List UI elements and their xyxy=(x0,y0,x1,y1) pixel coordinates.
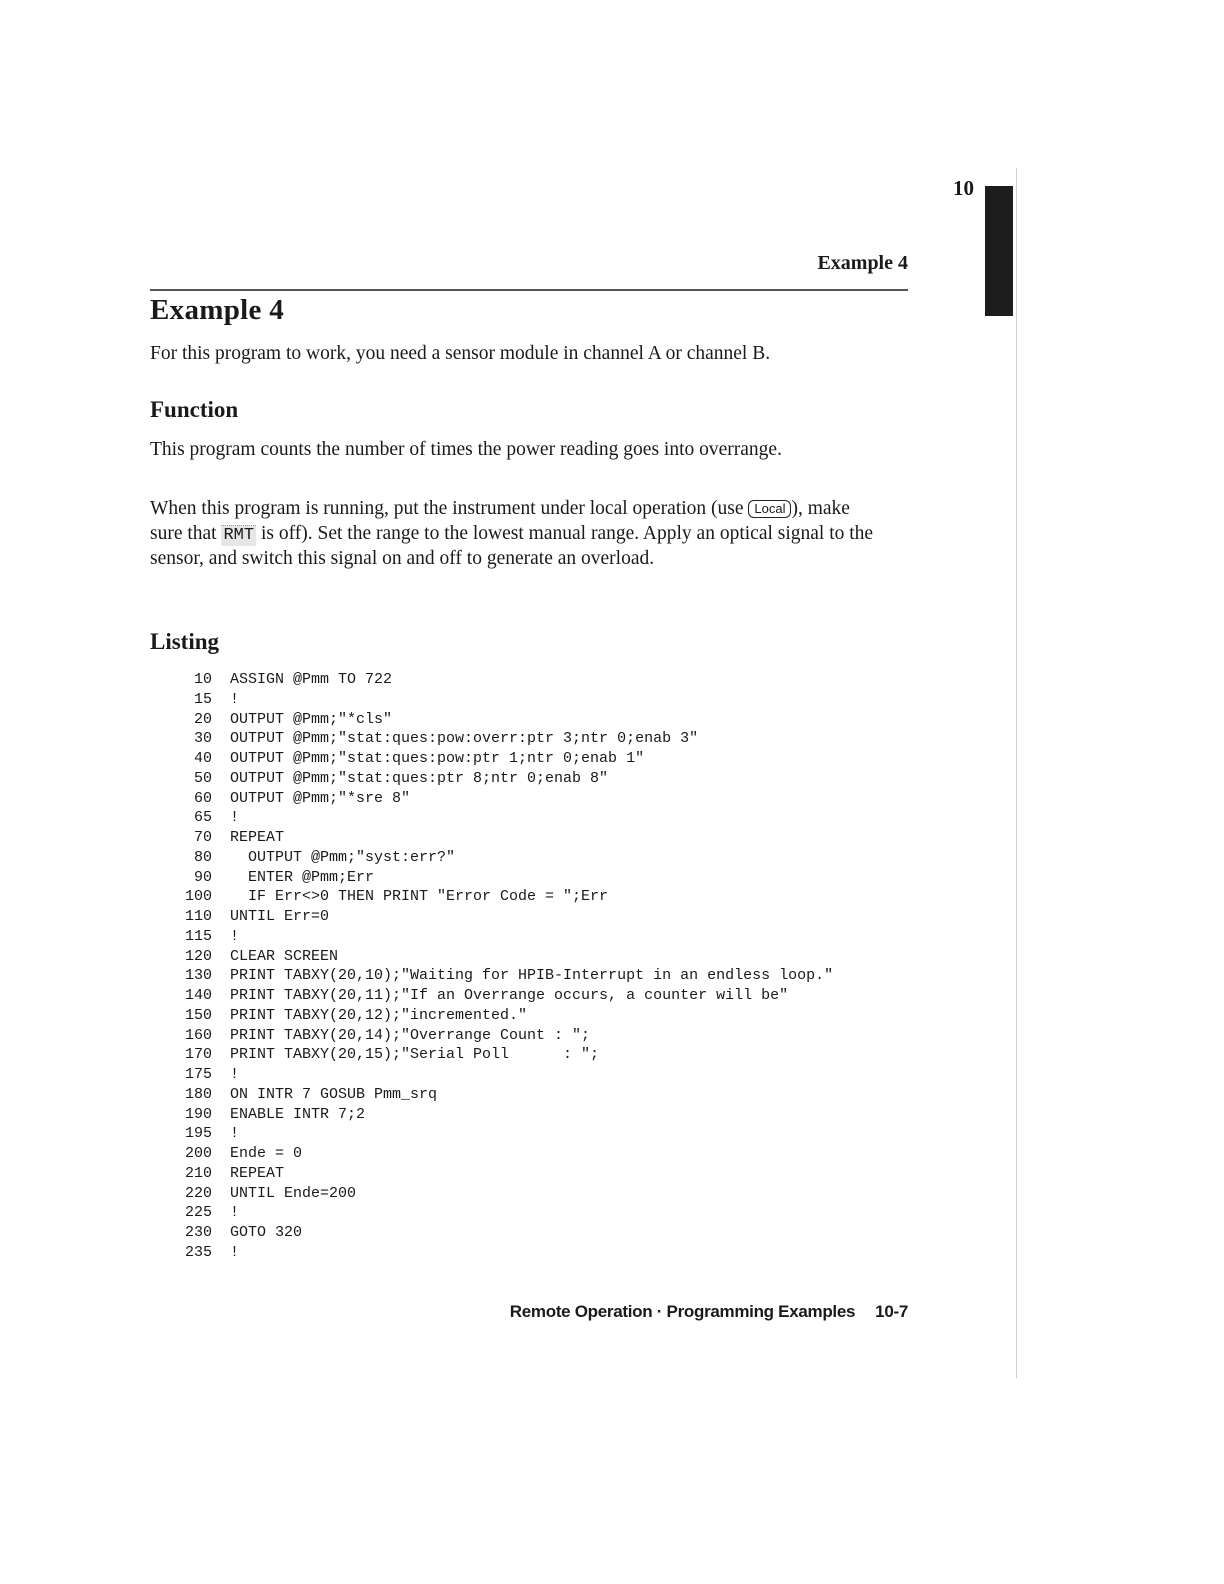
chapter-thumb-tab xyxy=(985,186,1013,316)
line-code: UNTIL Err=0 xyxy=(230,908,330,925)
line-code: ! xyxy=(230,809,240,827)
line-number: 175 xyxy=(184,1066,212,1083)
line-number: 10 xyxy=(193,671,212,688)
code-line xyxy=(160,1006,833,1026)
line-code: ON INTR 7 GOSUB Pmm_srq xyxy=(230,1085,438,1103)
operation-text-3: is off). Set the range to the lowest manual range. Apply an optical signal to the sensor, and switch this signal on and off to generate an overload. xyxy=(150,523,874,569)
line-number: 15 xyxy=(193,690,212,708)
code-line xyxy=(160,966,833,986)
line-code: PRINT TABXY(20,15);"Serial Poll : "; xyxy=(230,1046,600,1064)
code-line xyxy=(160,808,833,828)
page-title: Example 4 xyxy=(150,294,285,326)
line-code: OUTPUT @Pmm;"syst:err?" xyxy=(230,848,456,866)
code-line xyxy=(160,1203,833,1223)
line-code: PRINT TABXY(20,10);"Waiting for HPIB-Interrupt in an endless loop." xyxy=(230,967,834,985)
function-paragraph: This program counts the number of times the power reading goes into overrange. xyxy=(150,439,782,460)
listing-heading: Listing xyxy=(150,629,220,654)
line-number: 190 xyxy=(184,1105,212,1123)
line-code: REPEAT xyxy=(230,1164,285,1182)
line-code: ! xyxy=(230,1243,240,1261)
line-code: ENABLE INTR 7;2 xyxy=(230,1105,366,1123)
code-line xyxy=(160,1065,833,1085)
line-number: 30 xyxy=(193,730,212,748)
code-line xyxy=(160,690,833,710)
line-code: PRINT TABXY(20,12);"incremented." xyxy=(230,1006,528,1024)
line-code: GOTO 320 xyxy=(230,1224,303,1241)
footer-page-number: 10-7 xyxy=(875,1302,908,1321)
margin-rule xyxy=(1016,168,1017,1378)
code-line xyxy=(160,947,833,967)
line-code: IF Err<>0 THEN PRINT "Error Code = ";Err xyxy=(230,888,609,906)
code-line xyxy=(160,1026,833,1046)
line-code: PRINT TABXY(20,11);"If an Overrange occurs, a counter will be" xyxy=(230,987,789,1004)
line-code: ! xyxy=(230,927,240,945)
line-number: 200 xyxy=(184,1145,212,1162)
header-rule xyxy=(150,289,908,291)
code-line xyxy=(160,907,833,927)
line-number: 90 xyxy=(193,868,212,886)
code-line xyxy=(160,1144,833,1164)
code-line xyxy=(160,868,833,888)
code-line xyxy=(160,1223,833,1243)
code-line xyxy=(160,789,833,809)
line-number: 210 xyxy=(184,1164,212,1182)
line-code: OUTPUT @Pmm;"stat:ques:pow:overr:ptr 3;ntr 0;enab 3" xyxy=(230,730,699,748)
footer-section-title: Remote Operation · Programming Examples xyxy=(509,1302,856,1321)
line-number: 65 xyxy=(193,809,212,827)
line-number: 130 xyxy=(184,967,212,985)
code-line xyxy=(160,986,833,1006)
line-code: OUTPUT @Pmm;"*cls" xyxy=(230,710,393,728)
line-code: OUTPUT @Pmm;"stat:ques:pow:ptr 1;ntr 0;enab 1" xyxy=(230,750,645,767)
line-code: OUTPUT @Pmm;"stat:ques:ptr 8;ntr 0;enab 8" xyxy=(230,769,609,787)
line-number: 80 xyxy=(193,848,212,866)
line-code: OUTPUT @Pmm;"*sre 8" xyxy=(230,789,411,807)
code-listing xyxy=(160,670,833,1263)
operation-text-1: When this program is running, put the instrument under local operation (use xyxy=(150,498,749,519)
line-number: 115 xyxy=(184,927,212,945)
code-line xyxy=(160,749,833,769)
code-line xyxy=(160,927,833,947)
line-number: 40 xyxy=(193,750,212,767)
line-number: 180 xyxy=(184,1085,212,1103)
line-number: 170 xyxy=(184,1046,212,1064)
function-heading: Function xyxy=(150,397,239,422)
operation-text-2: ), make sure that xyxy=(150,498,850,544)
line-code: ! xyxy=(230,690,240,708)
line-code: ENTER @Pmm;Err xyxy=(230,868,375,886)
line-number: 230 xyxy=(184,1224,212,1241)
code-line xyxy=(160,710,833,730)
code-line xyxy=(160,848,833,868)
chapter-number: 10 xyxy=(953,176,974,200)
line-code: REPEAT xyxy=(230,829,285,846)
local-key-icon: Local xyxy=(748,500,791,518)
code-line xyxy=(160,1243,833,1263)
line-code: ! xyxy=(230,1066,240,1083)
line-code: ASSIGN @Pmm TO 722 xyxy=(230,671,393,688)
line-number: 150 xyxy=(184,1006,212,1024)
line-number: 220 xyxy=(184,1184,212,1202)
code-line xyxy=(160,887,833,907)
line-code: Ende = 0 xyxy=(230,1145,303,1162)
line-number: 100 xyxy=(184,888,212,906)
line-code: ! xyxy=(230,1125,240,1143)
line-number: 60 xyxy=(193,789,212,807)
line-number: 140 xyxy=(184,987,212,1004)
code-line xyxy=(160,670,833,690)
line-number: 160 xyxy=(184,1026,212,1044)
operation-paragraph xyxy=(150,496,880,571)
code-line xyxy=(160,1164,833,1184)
line-code: CLEAR SCREEN xyxy=(230,947,339,965)
line-number: 110 xyxy=(184,908,212,925)
line-number: 70 xyxy=(193,829,212,846)
line-code: UNTIL Ende=200 xyxy=(230,1184,357,1202)
line-number: 20 xyxy=(193,710,212,728)
code-line xyxy=(160,1124,833,1144)
code-line xyxy=(160,769,833,789)
line-number: 120 xyxy=(184,947,212,965)
page-footer xyxy=(400,1302,908,1322)
line-number: 235 xyxy=(184,1243,212,1261)
code-line xyxy=(160,828,833,848)
line-number: 195 xyxy=(184,1125,212,1143)
line-code: ! xyxy=(230,1204,240,1222)
rmt-annunciator: RMT xyxy=(223,526,255,545)
code-line xyxy=(160,1105,833,1125)
line-code: PRINT TABXY(20,14);"Overrange Count : "; xyxy=(230,1026,591,1044)
running-header: Example 4 xyxy=(817,252,908,274)
code-line xyxy=(160,1085,833,1105)
line-number: 50 xyxy=(193,769,212,787)
intro-paragraph: For this program to work, you need a sensor module in channel A or channel B. xyxy=(150,343,771,364)
code-line xyxy=(160,729,833,749)
line-number: 225 xyxy=(184,1204,212,1222)
code-line xyxy=(160,1045,833,1065)
code-line xyxy=(160,1184,833,1204)
